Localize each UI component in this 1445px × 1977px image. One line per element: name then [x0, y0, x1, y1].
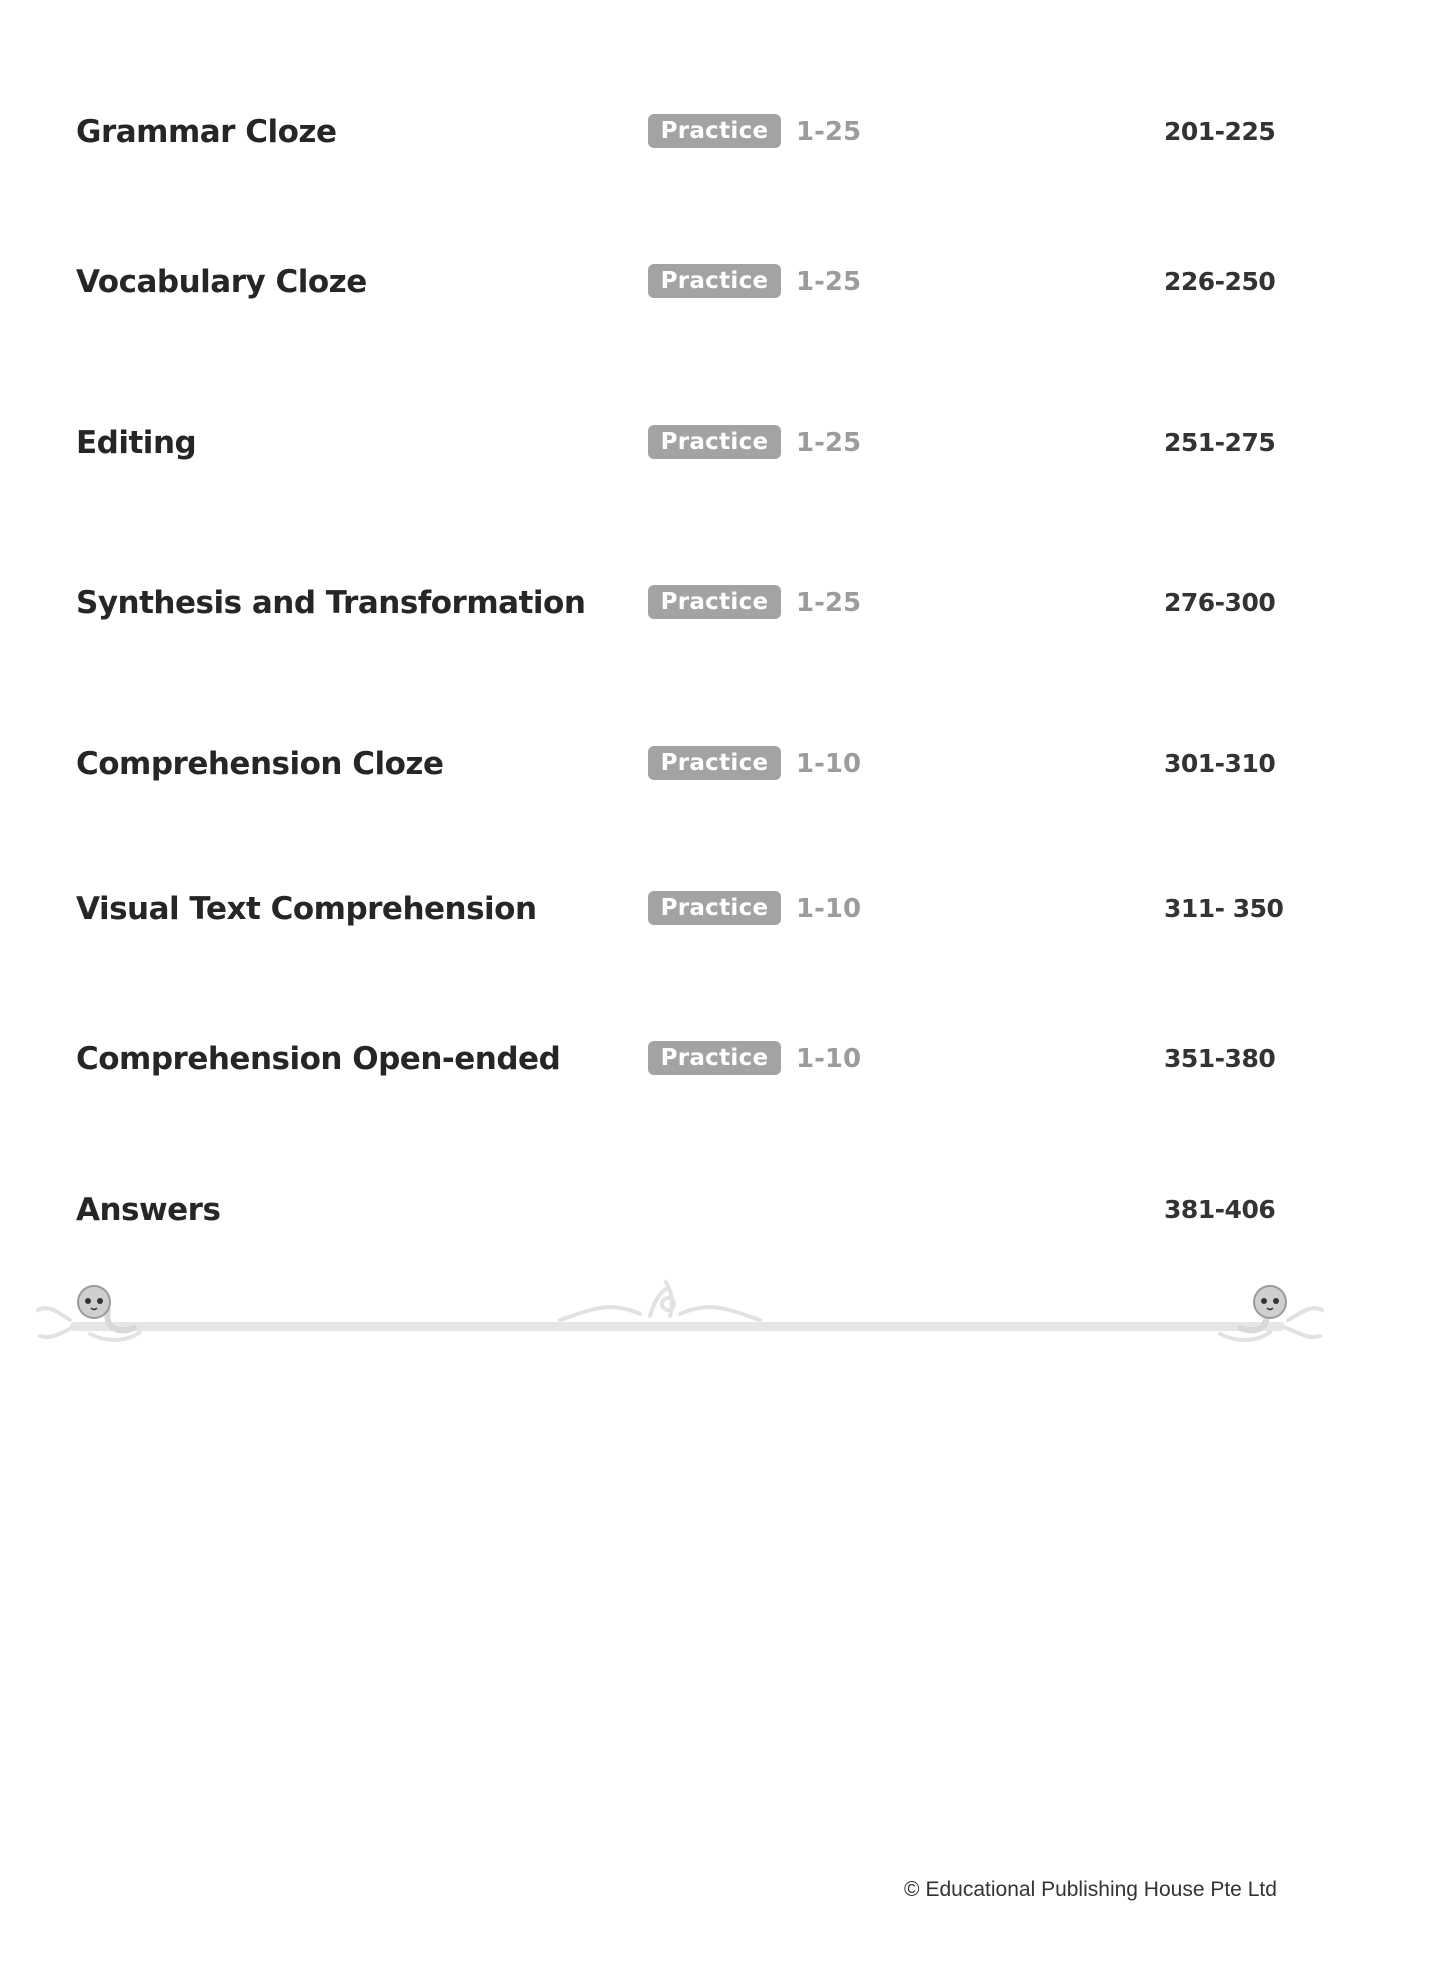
practice-range: 1-10	[796, 1044, 862, 1074]
page-range: 201-225	[1164, 117, 1276, 146]
page-range: 381-406	[1164, 1195, 1276, 1224]
page-range: 311- 350	[1164, 894, 1284, 923]
practice-badge: Practice	[648, 585, 781, 619]
section-title: Answers	[76, 1192, 221, 1228]
center-flourish	[560, 1282, 760, 1320]
section-title: Editing	[76, 425, 197, 461]
toc-row-visual-text-comprehension[interactable]	[0, 879, 1445, 939]
section-title: Synthesis and Transformation	[76, 585, 586, 621]
practice-badge: Practice	[648, 891, 781, 925]
divider-bar	[70, 1322, 1285, 1331]
practice-range: 1-25	[796, 428, 862, 458]
practice-badge: Practice	[648, 264, 781, 298]
practice-range: 1-10	[796, 894, 862, 924]
practice-badge: Practice	[648, 746, 781, 780]
page-range: 301-310	[1164, 749, 1276, 778]
practice-badge: Practice	[648, 114, 781, 148]
publisher-name: Educational Publishing House Pte Ltd	[925, 1878, 1277, 1901]
page-range: 251-275	[1164, 428, 1276, 457]
section-title: Comprehension Open-ended	[76, 1041, 561, 1077]
practice-range: 1-10	[796, 749, 862, 779]
section-title: Vocabulary Cloze	[76, 264, 367, 300]
copyright-icon: ©	[904, 1878, 920, 1901]
toc-row-answers[interactable]	[0, 1180, 1445, 1240]
toc-row-comprehension-open-ended[interactable]	[0, 1029, 1445, 1089]
page-range: 276-300	[1164, 588, 1276, 617]
toc-row-editing[interactable]	[0, 413, 1445, 473]
page-range: 351-380	[1164, 1044, 1276, 1073]
section-title: Grammar Cloze	[76, 114, 337, 150]
copyright-footer	[904, 1878, 1277, 1902]
section-title: Comprehension Cloze	[76, 746, 444, 782]
toc-row-vocabulary-cloze[interactable]	[0, 252, 1445, 312]
toc-row-synthesis-transformation[interactable]	[0, 573, 1445, 633]
decorative-divider	[30, 1270, 1330, 1350]
section-title: Visual Text Comprehension	[76, 891, 537, 927]
practice-range: 1-25	[796, 588, 862, 618]
toc-row-comprehension-cloze[interactable]	[0, 734, 1445, 794]
practice-range: 1-25	[796, 267, 862, 297]
practice-badge: Practice	[648, 425, 781, 459]
page-range: 226-250	[1164, 267, 1276, 296]
practice-badge: Practice	[648, 1041, 781, 1075]
practice-range: 1-25	[796, 117, 862, 147]
toc-row-grammar-cloze[interactable]	[0, 102, 1445, 162]
